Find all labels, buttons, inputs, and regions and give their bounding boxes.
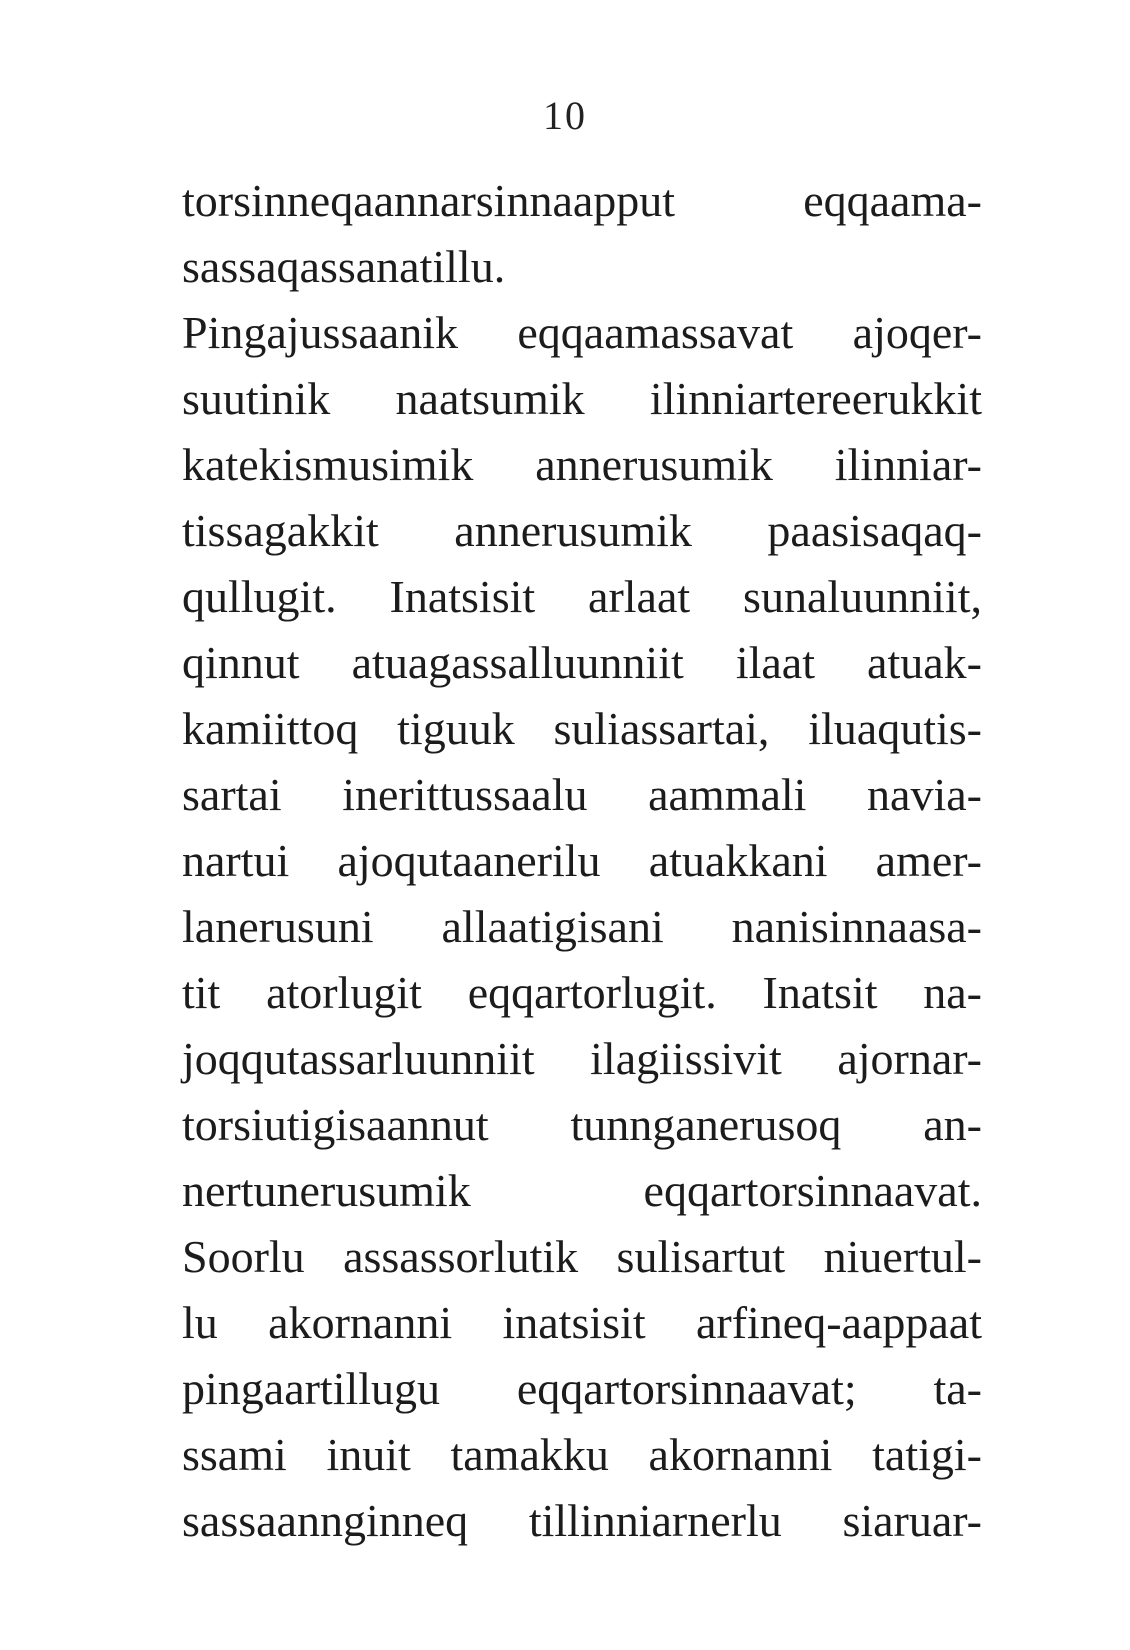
text-line: lu akornanni inatsisit arfineq-aappaat <box>182 1297 982 1348</box>
text-line: sassaannginneq tillinniarnerlu siaruar- <box>182 1495 982 1546</box>
text-line: torsiutigisaannut tunnganerusoq an- <box>182 1099 982 1150</box>
text-line: qinnut atuagassalluunniit ilaat atuak- <box>182 637 982 688</box>
text-line: pingaartillugu eqqartorsinnaavat; ta- <box>182 1363 982 1414</box>
page-number: 10 <box>543 93 587 138</box>
text-line: suutinik naatsumik ilinniartereerukkit <box>182 373 982 424</box>
text-line: tissagakkit annerusumik paasisaqaq- <box>182 505 982 556</box>
text-line: joqqutassarluunniit ilagiissivit ajornar- <box>182 1033 982 1084</box>
text-line: katekismusimik annerusumik ilinniar- <box>182 439 982 490</box>
text-line: sassaqassanatillu. <box>182 241 506 292</box>
text-line: nertunerusumik eqqartorsinnaavat. <box>182 1165 982 1216</box>
text-line: kamiittoq tiguuk suliassartai, iluaqutis- <box>182 703 982 754</box>
text-line: Soorlu assassorlutik sulisartut niuertul- <box>182 1231 982 1282</box>
body-text <box>182 168 982 1554</box>
text-line: nartui ajoqutaanerilu atuakkani amer- <box>182 835 982 886</box>
text-line: sartai inerittussaalu aammali navia- <box>182 769 982 820</box>
text-line: Pingajussaanik eqqaamassavat ajoqer- <box>182 307 982 358</box>
text-line: ssami inuit tamakku akornanni tatigi- <box>182 1429 982 1480</box>
text-line: tit atorlugit eqqartorlugit. Inatsit na- <box>182 967 982 1018</box>
text-line: torsinneqaannarsinnaapput eqqaama- <box>182 175 982 226</box>
text-line: qullugit. Inatsisit arlaat sunaluunniit, <box>182 571 982 622</box>
text-line: lanerusuni allaatigisani nanisinnaasa- <box>182 901 982 952</box>
